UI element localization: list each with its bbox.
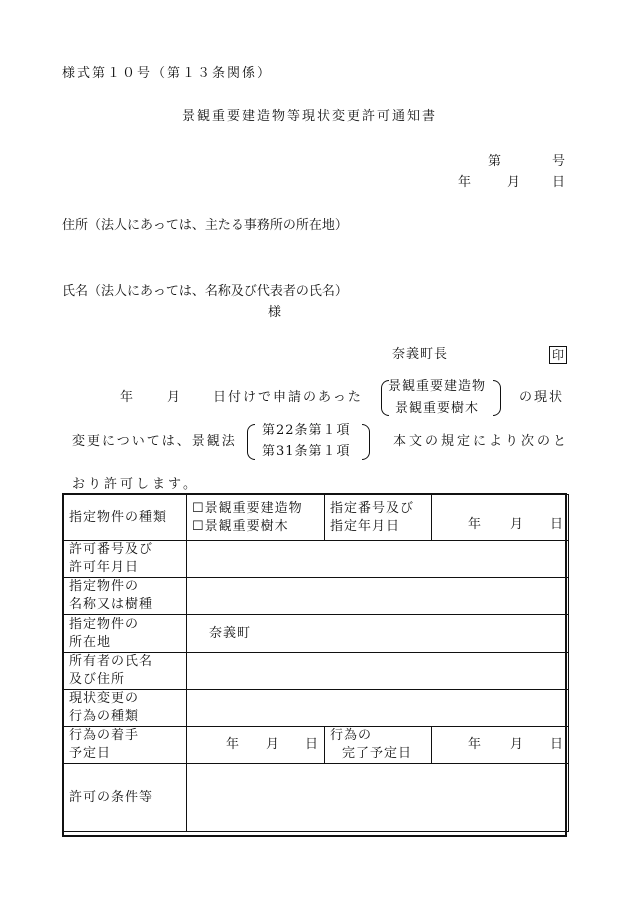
option-tree: 景観重要樹木: [395, 401, 480, 416]
end-month: 月: [510, 737, 525, 752]
permit-label-line2: 許可年月日: [69, 560, 140, 575]
designation-day: 日: [550, 516, 565, 532]
option-building: 景観重要建造物: [388, 379, 487, 394]
table-row: [64, 727, 569, 764]
right-brace: [493, 380, 501, 416]
kind-options: [187, 495, 325, 541]
law-31: 第31条第１項: [262, 444, 351, 459]
seal-mark: 印: [549, 346, 567, 364]
table-row: [64, 653, 569, 690]
right-brace: [362, 424, 370, 460]
designation-label-line1: 指定番号及び: [330, 500, 415, 516]
body-rule: 本文の規定により次のと: [393, 434, 570, 449]
doc-number-dai: 第: [488, 154, 502, 169]
permit-number-field[interactable]: [187, 541, 569, 578]
start-date-field[interactable]: [187, 727, 325, 764]
location-label-line1: 指定物件の: [69, 616, 140, 632]
permit-details-table: [63, 494, 569, 832]
owner-label-line1: 所有者の氏名: [69, 654, 154, 669]
page-title: 景観重要建造物等現状変更許可通知書: [182, 109, 438, 124]
table-row: [64, 541, 569, 578]
property-name-field[interactable]: [187, 578, 569, 615]
start-month: 月: [266, 737, 281, 752]
act-type-label: [64, 690, 187, 727]
name-label: 氏名（法人にあっては、名称及び代表者の氏名）: [62, 284, 348, 299]
end-date-label-line1: 行為の: [330, 728, 373, 743]
designation-label-line2: 指定年月日: [330, 518, 401, 534]
body-year: 年: [120, 390, 134, 405]
end-date-label: [325, 727, 432, 764]
date-month: 月: [507, 175, 521, 190]
address-label: 住所（法人にあっては、主たる事務所の所在地）: [62, 218, 348, 233]
table-row: [64, 495, 569, 541]
table-row: [64, 615, 569, 653]
property-name-label: [64, 578, 187, 615]
start-date-label: [64, 727, 187, 764]
table-row: [64, 764, 569, 832]
table-row: [64, 690, 569, 727]
table-row: [64, 578, 569, 615]
act-type-field[interactable]: [187, 690, 569, 727]
body-genjo: の現状: [519, 390, 565, 405]
end-date-field[interactable]: [432, 727, 569, 764]
property-name-label-line2: 名称又は樹種: [69, 597, 154, 612]
location-label-line2: 所在地: [69, 634, 112, 650]
date-day: 日: [552, 175, 566, 190]
location-field[interactable]: [187, 615, 569, 653]
start-year: 年: [226, 737, 241, 752]
designation-month: 月: [510, 516, 525, 532]
body-henko: 変更については、景観法: [72, 434, 237, 449]
location-label: [64, 615, 187, 653]
location-value: 奈義町: [209, 625, 252, 641]
start-date-label-line2: 予定日: [69, 746, 112, 761]
act-type-label-line2: 行為の種類: [69, 709, 140, 724]
owner-label: [64, 653, 187, 690]
conditions-field[interactable]: [187, 764, 569, 832]
option-tree-checkbox[interactable]: ☐景観重要樹木: [192, 518, 289, 534]
honorific: 様: [268, 305, 282, 320]
option-building-checkbox[interactable]: ☐景観重要建造物: [192, 500, 303, 516]
body-date-suffix: 日付けで申請のあった: [213, 390, 363, 405]
permit-label-line1: 許可番号及び: [69, 542, 154, 557]
left-brace: [247, 424, 255, 460]
end-year: 年: [468, 737, 483, 752]
end-day: 日: [550, 737, 565, 752]
kind-label: 指定物件の種類: [64, 495, 187, 541]
owner-label-line2: 及び住所: [69, 672, 126, 687]
body-month: 月: [167, 390, 181, 405]
designation-label: [325, 495, 432, 541]
act-type-label-line1: 現状変更の: [69, 691, 140, 706]
conditions-label: 許可の条件等: [64, 764, 187, 832]
start-date-label-line1: 行為の着手: [69, 728, 140, 743]
form-number: 様式第１０号（第１３条関係）: [62, 66, 273, 81]
property-name-label-line1: 指定物件の: [69, 579, 140, 594]
designation-date-field[interactable]: [432, 495, 569, 541]
law-22: 第22条第１項: [262, 423, 351, 438]
permit-number-label: [64, 541, 187, 578]
issuer-name: 奈義町長: [392, 347, 449, 362]
owner-field[interactable]: [187, 653, 569, 690]
body-end: おり許可します。: [72, 477, 199, 492]
designation-year: 年: [468, 516, 483, 532]
start-day: 日: [305, 737, 320, 752]
doc-number-go: 号: [552, 154, 566, 169]
date-year: 年: [458, 175, 472, 190]
end-date-label-line2: 完了予定日: [342, 746, 413, 761]
